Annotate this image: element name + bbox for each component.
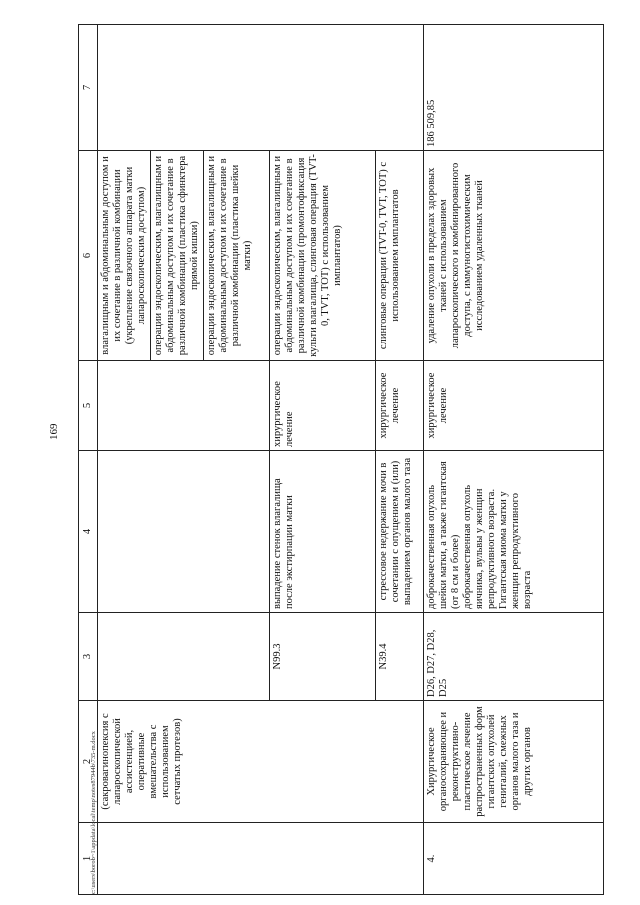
method-text: влагалищным и абдоминальным доступом и их сочетание в различной комбинации (укрепление связочного аппарата матки лапароскопическим доступом) <box>100 156 147 355</box>
header-cell: 5 <box>79 361 98 451</box>
rotated-table-container <box>78 25 604 895</box>
header-cell: 2 <box>79 701 98 823</box>
header-cell: 1 <box>79 823 98 895</box>
price-cell: 186 509,85 <box>424 25 604 151</box>
model-cell: доброкачественная опухоль шейки матки, а также гигантская (от 8 см и более) доброкачественная опухоль яичника, вульвы у женщин репродуктивного возраста. Гигантская миома матки у женщин репродуктивного возраста <box>424 451 604 613</box>
page-number: 169 <box>48 423 60 440</box>
header-cell: 7 <box>79 25 98 151</box>
treatment-cell: хирургическое лечение <box>424 361 604 451</box>
model-cell: выпадение стенок влагалища после экстирпации матки <box>270 451 376 613</box>
num-cell: 4. <box>424 823 604 895</box>
table-row <box>98 25 270 895</box>
code-cell <box>98 613 270 701</box>
price-cell <box>98 25 424 151</box>
medical-care-table <box>78 24 604 895</box>
treatment-cell: хирургическое лечение <box>270 361 376 451</box>
method-cell: удаление опухоли в пределах здоровых тканей с использованием лапароскопического и комбинированного доступа, с иммуногистохимическим исследованием удаленных тканей <box>424 151 604 361</box>
code-cell: D26, D27, D28, D25 <box>424 613 604 701</box>
code-cell: N39.4 <box>376 613 424 701</box>
model-cell: стрессовое недержание мочи в сочетании с опущением и (или) выпадением органов малого таза <box>376 451 424 613</box>
num-cell <box>98 823 424 895</box>
model-cell <box>98 451 270 613</box>
group-name-text: (сакровагинопексия с лапароскопической ассистенцией, оперативные вмешательства с использованием сетчатых протезов) <box>100 713 183 810</box>
name-cell <box>98 701 424 823</box>
method-cell: операции эндоскопическим, влагалищным и абдоминальным доступом и их сочетание в различной комбинации (промонтофиксация культи влагалища, слинговая операция (TVT-0, TVT, TOT) с использованием имплантатов) <box>270 151 376 361</box>
treatment-cell <box>98 361 270 451</box>
code-cell: N99.3 <box>270 613 376 701</box>
header-cell: 6 <box>79 151 98 361</box>
method-text: операции эндоскопическим, влагалищным и абдоминальным доступом и их сочетание в различной комбинации (пластика шейки матки) <box>203 151 254 360</box>
method-cell <box>98 151 270 361</box>
footer-path: c:\users\borob~1\appdata\local\temp\notes87944b\735-m.docx <box>90 731 97 894</box>
table-row <box>424 25 604 895</box>
header-cell: 4 <box>79 451 98 613</box>
name-cell: Хирургическое органосохраняющее и реконструктивно-пластическое лечение распространенных форм гигантских опухолей гениталий, смежных органов малого таза и других органов <box>424 701 604 823</box>
method-cell: слинговые операции (TVT-0, TVT, TOT) с использованием имплантатов <box>376 151 424 361</box>
method-text: операции эндоскопическим, влагалищным и абдоминальным доступом и их сочетание в различной комбинации (пластика сфинктера прямой кишки) <box>150 151 201 360</box>
treatment-cell: хирургическое лечение <box>376 361 424 451</box>
header-cell: 3 <box>79 613 98 701</box>
